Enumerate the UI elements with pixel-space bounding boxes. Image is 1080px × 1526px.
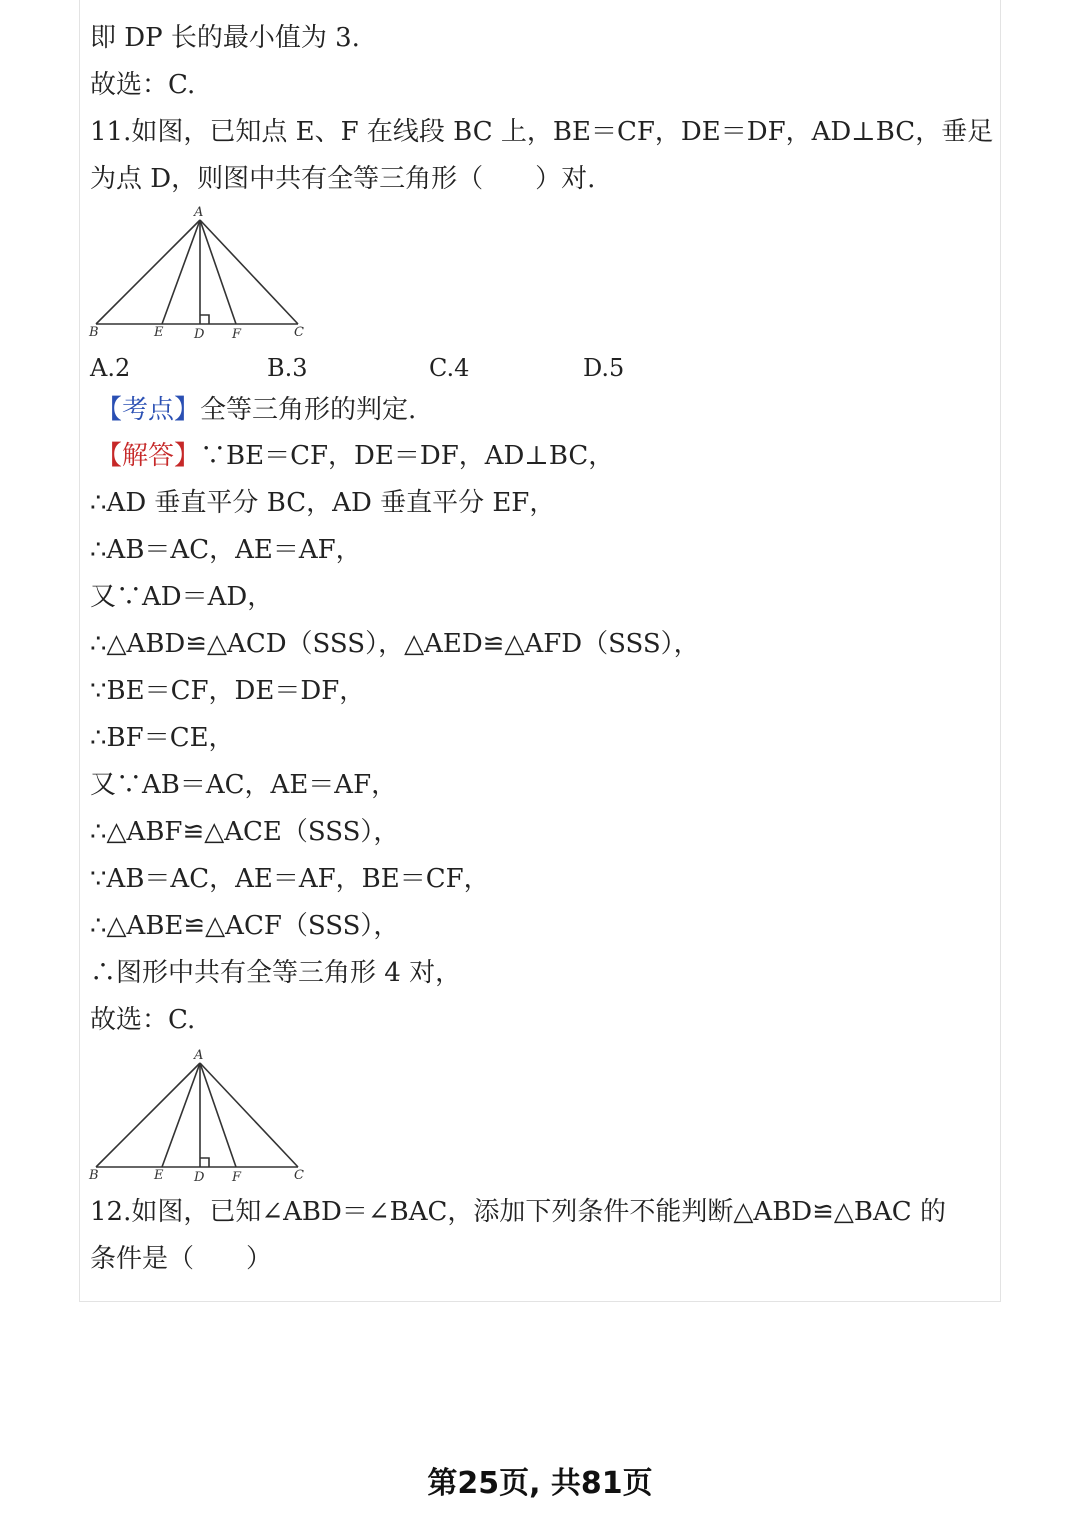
- segment-ae: [162, 220, 200, 324]
- label-e: E: [154, 1168, 164, 1183]
- question-11-line-2: 为点 D，则图中共有全等三角形（ ）对.: [90, 164, 596, 194]
- segment-ae: [162, 1063, 200, 1167]
- right-angle-mark: [200, 1158, 209, 1167]
- jieda-text: ∵BE＝CF，DE＝DF，AD⊥BC，: [200, 441, 615, 471]
- option-c: C.4: [429, 354, 470, 382]
- text-line: 故选：C.: [90, 70, 196, 100]
- right-angle-mark: [200, 315, 209, 324]
- label-b: B: [89, 325, 99, 340]
- text-line: ∴BF＝CE，: [90, 723, 235, 753]
- label-a: A: [194, 205, 204, 220]
- segment-ac: [200, 220, 298, 324]
- text-line: ∴△ABE≌△ACF（SSS），: [90, 911, 400, 941]
- text-line: ∴图形中共有全等三角形 4 对，: [90, 958, 462, 988]
- text-line: ∴△ABF≌△ACE（SSS），: [90, 817, 400, 847]
- kaodian-line: [96, 394, 416, 426]
- label-e: E: [154, 325, 164, 340]
- text-line: ∵BE＝CF，DE＝DF，: [90, 676, 366, 706]
- page-number-footer: 第25页, 共81页: [427, 1466, 653, 1501]
- triangle-figure: [86, 204, 312, 340]
- text-line: 又∵AB＝AC，AE＝AF，: [90, 770, 398, 800]
- text-line: 故选：C.: [90, 1005, 196, 1035]
- segment-ab: [96, 220, 200, 324]
- text-line: ∴AB＝AC，AE＝AF，: [90, 535, 362, 565]
- label-f: F: [232, 1170, 242, 1183]
- segment-ac: [200, 1063, 298, 1167]
- triangle-figure-2: [86, 1047, 312, 1183]
- jieda-tag: 【解答】: [96, 441, 201, 471]
- text-line: 又∵AD＝AD，: [90, 582, 274, 612]
- segment-ab: [96, 1063, 200, 1167]
- option-b: B.3: [267, 354, 308, 382]
- option-a: A.2: [90, 354, 131, 382]
- label-a: A: [194, 1048, 204, 1063]
- label-c: C: [294, 325, 304, 340]
- label-d: D: [194, 1170, 205, 1183]
- label-d: D: [194, 327, 205, 340]
- question-11-line-1: 11.如图，已知点 E、F 在线段 BC 上，BE＝CF，DE＝DF，AD⊥BC，垂足: [90, 117, 994, 147]
- question-12-line-1: 12.如图，已知∠ABD＝∠BAC，添加下列条件不能判断△ABD≌△BAC 的: [90, 1197, 946, 1227]
- label-f: F: [232, 327, 242, 340]
- question-12-line-2: 条件是（ ）: [90, 1244, 273, 1274]
- text-line: ∴△ABD≌△ACD（SSS），△AED≌△AFD（SSS），: [90, 629, 700, 659]
- label-c: C: [294, 1168, 304, 1183]
- label-b: B: [89, 1168, 99, 1183]
- segment-af: [200, 220, 236, 324]
- segment-af: [200, 1063, 236, 1167]
- kaodian-text: 全等三角形的判定.: [200, 395, 417, 425]
- text-line: 即 DP 长的最小值为 3.: [90, 23, 360, 53]
- kaodian-tag: 【考点】: [96, 395, 201, 425]
- option-d: D.5: [583, 354, 625, 382]
- text-line: ∵AB＝AC，AE＝AF，BE＝CF，: [90, 864, 490, 894]
- jieda-line: [96, 440, 614, 472]
- text-line: ∴AD 垂直平分 BC，AD 垂直平分 EF，: [90, 488, 556, 518]
